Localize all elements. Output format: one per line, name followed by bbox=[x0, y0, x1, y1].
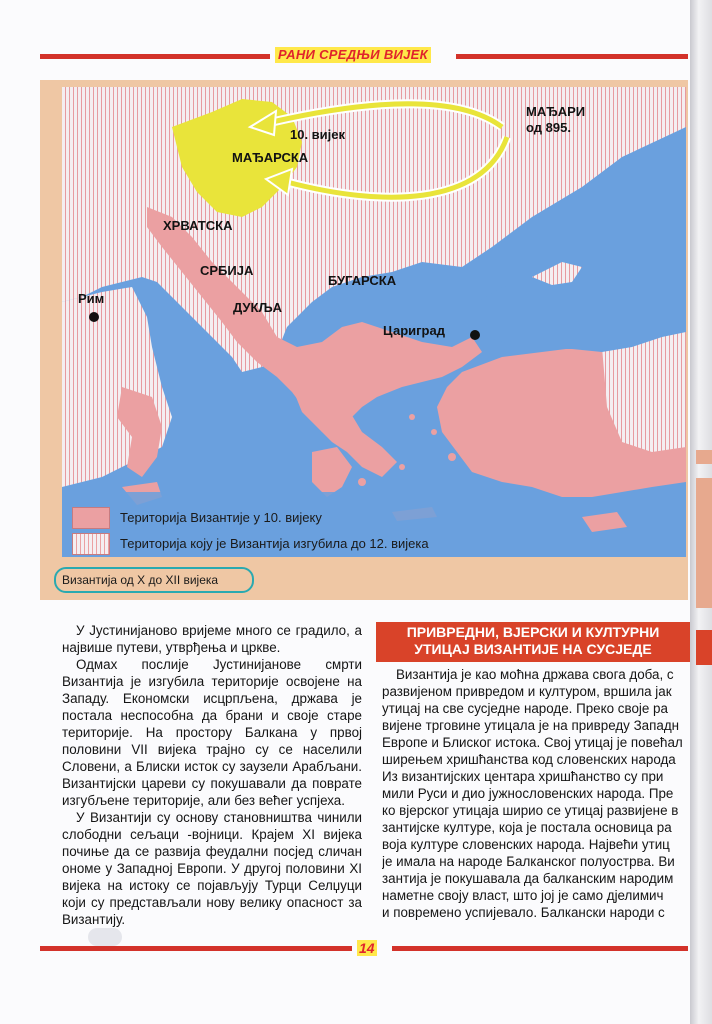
label-bulgaria: БУГАРСКА bbox=[328, 273, 397, 288]
chapter-title: РАНИ СРЕДЊИ ВИЈЕК bbox=[275, 47, 431, 63]
text-line: ширењем хришћанства код словенских народа bbox=[382, 752, 676, 767]
next-page-strip bbox=[696, 450, 712, 464]
paragraph: У Византији су основу становништва чинили слободни сељаци -војници. Крајем XI вијека почиње да се развија феудални посјед сличан ономе у Западној Европи. У другој половини XI вијека на истоку се појављују Турци Селџуци који су представљали нову велику опасност за Византију. bbox=[62, 810, 362, 927]
next-page-strip bbox=[696, 630, 712, 665]
paragraph: Одмах послије Јустинијанове смрти Византија је изгубила територије освојене на Западу. Економски исцрпљена, држава је постала неспособна да брани и своје старе територије. На простору Балкана у првој половини VII вијека трајно су се населили Словени, а Блиски исток су заузели Арабљани. Византијски цареви су покушавали да поврате изгубљене територије, али без већег успјеха. bbox=[62, 657, 362, 808]
footer-rule-right bbox=[392, 946, 688, 951]
label-serbia: СРБИЈА bbox=[200, 263, 254, 278]
peloponnese bbox=[312, 447, 352, 497]
label-magyars: МАЂАРИ bbox=[526, 104, 586, 119]
footer-rule-left bbox=[40, 946, 352, 951]
legend-text-lost: Територија коју је Византија изгубила до 12. вијека bbox=[120, 536, 429, 551]
page-number: 14 bbox=[359, 940, 375, 956]
crimea bbox=[532, 262, 582, 285]
label-duklja: ДУКЉА bbox=[233, 300, 283, 315]
legend-text-byzantium: Територија Византије у 10. вијеку bbox=[120, 510, 322, 525]
next-page-strip bbox=[696, 478, 712, 608]
legend-swatch-byzantium bbox=[72, 507, 110, 529]
cyprus bbox=[582, 512, 627, 532]
text-line: зантија је покушавала да балканским народим bbox=[382, 871, 674, 886]
text-line: воја културе словенских народа. Највећи утиц bbox=[382, 837, 670, 852]
text-line: и повремено успијевало. Балкански народи с bbox=[382, 905, 665, 920]
section-heading-line: УТИЦАЈ ВИЗАНТИЈЕ НА СУСЈЕДЕ bbox=[414, 641, 652, 657]
text-line: Европе и Блиског истока. Свој утицај је повећал bbox=[382, 735, 683, 750]
header-rule-right bbox=[456, 54, 688, 59]
text-line: мили Руси и дио јужнословенских народа. Пре bbox=[382, 786, 674, 801]
text-line: Из византијских центара хришћанство су при bbox=[382, 769, 664, 784]
rome-dot bbox=[89, 312, 99, 322]
label-century: 10. вијек bbox=[290, 127, 346, 142]
text-line: Византија је као моћна држава свога доба, с bbox=[396, 667, 674, 682]
constantinople-dot bbox=[470, 330, 480, 340]
header-rule-left bbox=[40, 54, 270, 59]
black-sea bbox=[472, 282, 662, 352]
text-line: утицај на све сусједне народе. Преко своје ра bbox=[382, 701, 668, 716]
library-stamp bbox=[88, 928, 122, 946]
byzantium-map bbox=[62, 87, 686, 557]
label-hungary: МАЂАРСКА bbox=[232, 150, 309, 165]
label-croatia: ХРВАТСКА bbox=[163, 218, 233, 233]
map-graphic bbox=[62, 87, 686, 557]
label-rome: Рим bbox=[78, 291, 105, 306]
label-constantinople: Цариград bbox=[383, 323, 445, 338]
text-line: вијене трговине утицала је на привреду Западн bbox=[382, 718, 680, 733]
text-line: зантијске културе, која је постала основица ра bbox=[382, 820, 672, 835]
map-caption: Византија од X до XII вијека bbox=[54, 567, 254, 593]
text-line: ко вјерског утицаја ширио се утицај развијене в bbox=[382, 803, 679, 818]
right-text-column bbox=[382, 666, 696, 922]
text-line: развијеном привредом и културом, вршила јак bbox=[382, 684, 672, 699]
left-text-column bbox=[62, 622, 362, 928]
legend-swatch-lost bbox=[72, 533, 110, 555]
section-heading bbox=[376, 622, 690, 662]
text-line: је имала на народе Балканског полуострва. Ви bbox=[382, 854, 675, 869]
section-heading-line: ПРИВРЕДНИ, ВЈЕРСКИ И КУЛТУРНИ bbox=[406, 624, 660, 640]
paragraph: У Јустинијаново вријеме много се градило, а највише путеви, утврђења и цркве. bbox=[62, 623, 362, 655]
label-magyars-year: од 895. bbox=[526, 120, 571, 135]
text-line: наметне своју власт, што јој је само дјелимич bbox=[382, 888, 664, 903]
